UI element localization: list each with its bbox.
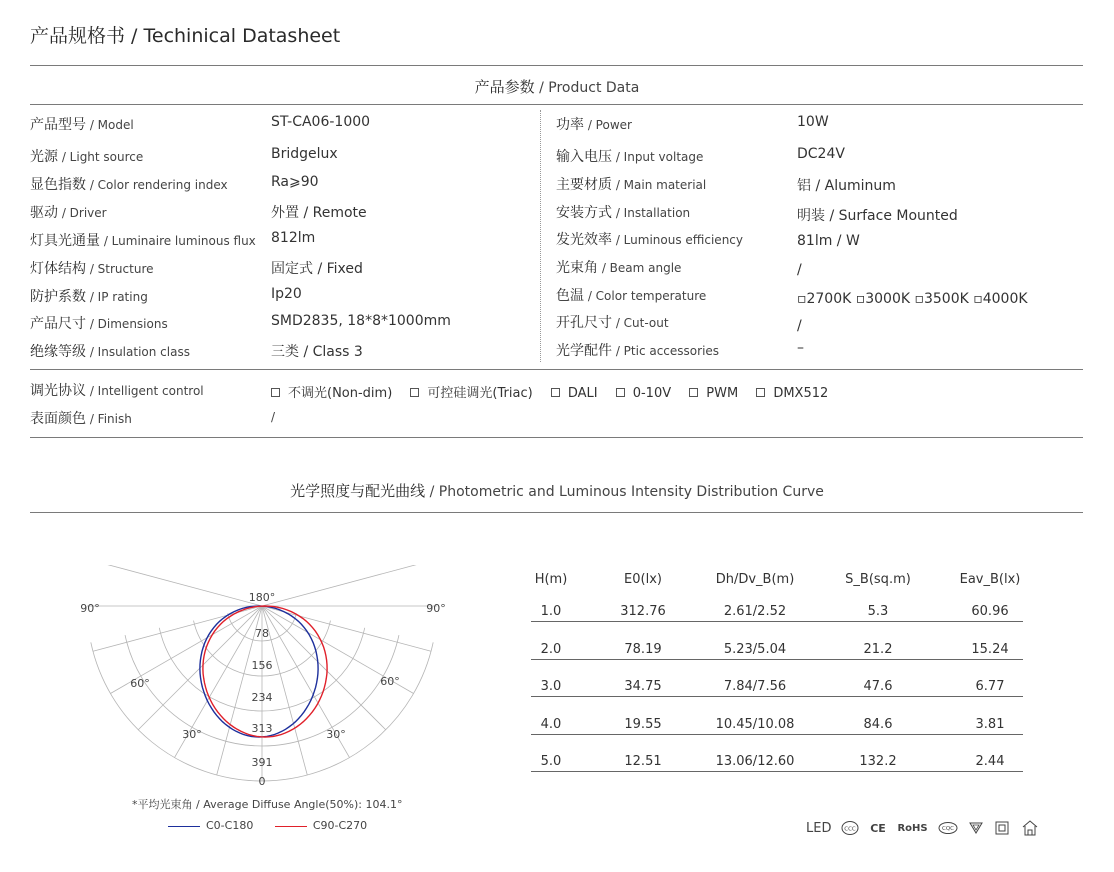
checkbox-icon <box>616 388 625 397</box>
table-row-divider <box>531 621 1023 622</box>
spec-value-left-1: Bridgelux <box>271 146 338 162</box>
table-header: Eav_B(lx) <box>959 572 1021 587</box>
table-cell: 2.44 <box>975 754 1005 769</box>
ce-icon <box>869 821 887 835</box>
spec-label-en: / Structure <box>86 262 154 276</box>
spec-label-en: / Installation <box>612 206 691 220</box>
table-cell: 19.55 <box>624 716 662 732</box>
checkbox-icon <box>551 388 560 397</box>
angle-label-left90: 90° <box>80 602 100 615</box>
spec-label-cn: 光源 <box>30 149 58 165</box>
angle-label-left60: 60° <box>130 677 150 690</box>
table-header: S_B(sq.m) <box>845 572 911 587</box>
control-label <box>30 380 204 400</box>
spec-label-en: / Luminous efficiency <box>612 233 743 247</box>
spec-label-cn: 灯体结构 <box>30 261 86 277</box>
spec-label-cn: 色温 <box>556 288 584 304</box>
product-data-heading-en: / Product Data <box>534 80 640 96</box>
spec-label-en: / Main material <box>612 178 707 192</box>
table-cell: 5.3 <box>867 604 889 619</box>
table-row-divider <box>531 771 1023 772</box>
table-cell: 84.6 <box>863 716 893 732</box>
finish-value: / <box>271 410 276 424</box>
spec-label-en: / Cut-out <box>612 316 669 330</box>
spec-label-right-1 <box>556 146 703 166</box>
divider-finish-bottom <box>30 437 1083 438</box>
control-option-non-dim[interactable]: 不调光(Non-dim) <box>271 386 392 401</box>
ring-value-label: 78 <box>255 627 269 640</box>
checkbox-icon <box>689 388 698 397</box>
table-cell: 5.23/5.04 <box>723 641 787 657</box>
divider-product-data <box>30 104 1083 105</box>
control-options <box>271 382 828 401</box>
spec-label-cn: 驱动 <box>30 205 58 221</box>
angle-label-right30: 30° <box>326 728 346 741</box>
spec-label-right-0 <box>556 114 632 134</box>
legend-item-c0: C0-C180 <box>168 819 253 832</box>
angle-label-top: 180° <box>248 591 276 604</box>
average-diffuse-angle-note: *平均光束角 / Average Diffuse Angle(50%): 104.1° <box>132 798 403 811</box>
spec-label-cn: 绝缘等级 <box>30 344 86 360</box>
table-cell: 15.24 <box>971 641 1009 657</box>
table-row-divider <box>531 659 1023 660</box>
spec-label-cn: 主要材质 <box>556 177 612 193</box>
spec-value-left-0: ST-CA06-1000 <box>271 114 371 130</box>
svg-text:CQC: CQC <box>941 826 954 833</box>
certification-strip <box>806 818 1040 838</box>
spec-label-en: / Color temperature <box>584 289 707 303</box>
ring-value-label: 313 <box>251 722 273 735</box>
table-cell: 21.2 <box>863 641 893 657</box>
table-cell: 3.81 <box>975 716 1005 732</box>
spec-label-right-5 <box>556 257 681 277</box>
spec-label-cn: 灯具光通量 <box>30 233 100 249</box>
spec-label-right-7 <box>556 312 669 332</box>
svg-text:CE: CE <box>870 822 887 835</box>
control-option-pwm[interactable]: PWM <box>689 386 738 401</box>
spec-label-cn: 输入电压 <box>556 149 612 165</box>
spec-value-right-5: / <box>797 262 802 278</box>
table-cell: 2.0 <box>540 641 562 657</box>
polar-radial <box>262 606 386 730</box>
spec-label-left-3 <box>30 202 107 222</box>
spec-label-en: / Luminaire luminous flux <box>100 234 256 248</box>
spec-label-left-4 <box>30 230 256 250</box>
control-option-0-10v[interactable]: 0-10V <box>616 386 671 401</box>
spec-label-cn: 产品型号 <box>30 117 86 133</box>
finish-label-cn: 表面颜色 <box>30 411 86 427</box>
checkbox-icon <box>756 388 765 397</box>
spec-label-right-3 <box>556 202 690 222</box>
table-cell: 34.75 <box>624 679 662 694</box>
spec-label-cn: 产品尺寸 <box>30 316 86 332</box>
rohs-text: RoHS <box>897 822 928 834</box>
spec-label-en: / Input voltage <box>612 150 704 164</box>
spec-label-cn: 发光效率 <box>556 232 612 248</box>
spec-label-left-6 <box>30 286 148 306</box>
table-cell: 132.2 <box>859 754 897 769</box>
table-row-divider <box>531 734 1023 735</box>
spec-label-left-2 <box>30 174 228 194</box>
legend-swatch-red <box>275 826 307 827</box>
table-header: Dh/Dv_B(m) <box>715 572 795 587</box>
spec-value-left-2: Ra⩾90 <box>271 174 319 190</box>
table-cell: 13.06/12.60 <box>715 754 795 769</box>
spec-value-right-1: DC24V <box>797 146 845 162</box>
spec-label-right-4 <box>556 229 743 249</box>
control-label-en: / Intelligent control <box>86 384 204 398</box>
spec-label-cn: 光束角 <box>556 260 598 276</box>
column-separator <box>540 110 541 362</box>
legend <box>168 819 367 832</box>
divider-photometric <box>30 512 1083 513</box>
spec-label-en: / Model <box>86 118 134 132</box>
control-option-dali[interactable]: DALI <box>551 386 598 401</box>
spec-value-right-7: / <box>797 318 802 334</box>
led-text: LED <box>806 820 832 836</box>
angle-label-right90: 90° <box>426 602 446 615</box>
ccc-icon <box>841 820 859 836</box>
photometric-heading <box>0 480 1114 501</box>
spec-label-cn: 安装方式 <box>556 205 612 221</box>
table-cell: 7.84/7.56 <box>723 679 787 694</box>
spec-value-right-8: – <box>797 340 804 356</box>
finish-label <box>30 408 132 428</box>
table-header: E0(lx) <box>624 572 662 587</box>
spec-label-en: / Driver <box>58 206 107 220</box>
table-cell: 78.19 <box>624 641 662 657</box>
control-option-dmx512[interactable]: DMX512 <box>756 386 828 401</box>
spec-label-left-0 <box>30 114 134 134</box>
spec-label-cn: 功率 <box>556 117 584 133</box>
table-cell: 60.96 <box>971 604 1009 619</box>
divider-top <box>30 65 1083 66</box>
spec-value-left-6: Ip20 <box>271 286 302 302</box>
table-cell: 312.76 <box>620 604 666 619</box>
table-row-divider <box>531 696 1023 697</box>
angle-label-right60: 60° <box>380 675 400 688</box>
photometric-heading-cn: 光学照度与配光曲线 <box>290 482 426 500</box>
checkbox-icon <box>410 388 419 397</box>
spec-value-left-4: 812lm <box>271 230 316 246</box>
spec-value-right-6: ▫2700K ▫3000K ▫3500K ▫4000K <box>797 291 1028 307</box>
spec-label-en: / Color rendering index <box>86 178 228 192</box>
page-title <box>30 21 340 48</box>
angle-label-bottom: 0 <box>258 775 266 788</box>
photometric-heading-en: / Photometric and Luminous Intensity Distribution Curve <box>425 484 824 500</box>
table-cell: 47.6 <box>863 679 893 694</box>
spec-label-en: / Insulation class <box>86 345 190 359</box>
table-cell: 4.0 <box>540 716 562 732</box>
table-cell: 3.0 <box>540 679 562 694</box>
page-title-en: Techinical Datasheet <box>143 25 341 47</box>
ring-value-label: 156 <box>251 659 273 672</box>
table-header: H(m) <box>534 572 568 587</box>
spec-label-left-5 <box>30 258 154 278</box>
triangle-icon <box>968 821 984 835</box>
spec-label-en: / Beam angle <box>598 261 682 275</box>
class3-square-icon <box>994 820 1010 836</box>
spec-label-right-2 <box>556 174 706 194</box>
product-data-heading-cn: 产品参数 <box>474 78 535 96</box>
table-cell: 5.0 <box>540 754 562 769</box>
spec-label-en: / Power <box>584 118 632 132</box>
spec-label-right-6 <box>556 285 706 305</box>
spec-label-left-8 <box>30 341 190 361</box>
spec-value-left-5: 固定式 / Fixed <box>271 261 363 277</box>
table-cell: 1.0 <box>540 604 562 619</box>
table-cell: 2.61/2.52 <box>723 604 787 619</box>
polar-distribution-diagram <box>60 565 480 795</box>
cqc-icon <box>938 821 958 835</box>
checkbox-icon <box>271 388 280 397</box>
spec-label-cn: 开孔尺寸 <box>556 315 612 331</box>
table-cell: 10.45/10.08 <box>715 716 795 732</box>
spec-label-en: / IP rating <box>86 290 148 304</box>
spec-label-en: / Light source <box>58 150 144 164</box>
polar-radial <box>93 565 262 606</box>
ring-value-label: 234 <box>251 691 273 704</box>
spec-value-right-4: 81lm / W <box>797 233 860 249</box>
spec-label-left-1 <box>30 146 143 166</box>
spec-label-en: / Ptic accessories <box>612 344 720 358</box>
legend-swatch-blue <box>168 826 200 827</box>
spec-label-en: / Dimensions <box>86 317 168 331</box>
page-title-cn: 产品规格书 <box>30 25 126 47</box>
spec-label-cn: 防护系数 <box>30 289 86 305</box>
page-title-sep: / <box>125 25 144 47</box>
spec-value-left-8: 三类 / Class 3 <box>271 344 363 360</box>
divider-spec-bottom <box>30 369 1083 370</box>
spec-label-right-8 <box>556 340 719 360</box>
control-option-triac[interactable]: 可控硅调光(Triac) <box>410 386 532 401</box>
product-data-heading <box>0 76 1114 97</box>
ring-value-label: 391 <box>251 756 273 769</box>
angle-label-left30: 30° <box>182 728 202 741</box>
spec-value-right-2: 铝 / Aluminum <box>797 178 896 194</box>
spec-label-cn: 光学配件 <box>556 343 612 359</box>
house-mount-icon <box>1020 819 1040 837</box>
spec-value-left-3: 外置 / Remote <box>271 205 367 221</box>
spec-value-right-0: 10W <box>797 114 829 130</box>
legend-item-c90: C90-C270 <box>275 819 367 832</box>
svg-text:CCC: CCC <box>844 826 857 833</box>
polar-radial <box>262 565 431 606</box>
spec-value-right-3: 明装 / Surface Mounted <box>797 208 958 224</box>
finish-label-en: / Finish <box>86 412 132 426</box>
control-label-cn: 调光协议 <box>30 383 86 399</box>
table-cell: 12.51 <box>624 754 662 769</box>
spec-label-cn: 显色指数 <box>30 177 86 193</box>
table-cell: 6.77 <box>975 679 1005 694</box>
spec-label-left-7 <box>30 313 168 333</box>
spec-value-left-7: SMD2835, 18*8*1000mm <box>271 313 451 329</box>
